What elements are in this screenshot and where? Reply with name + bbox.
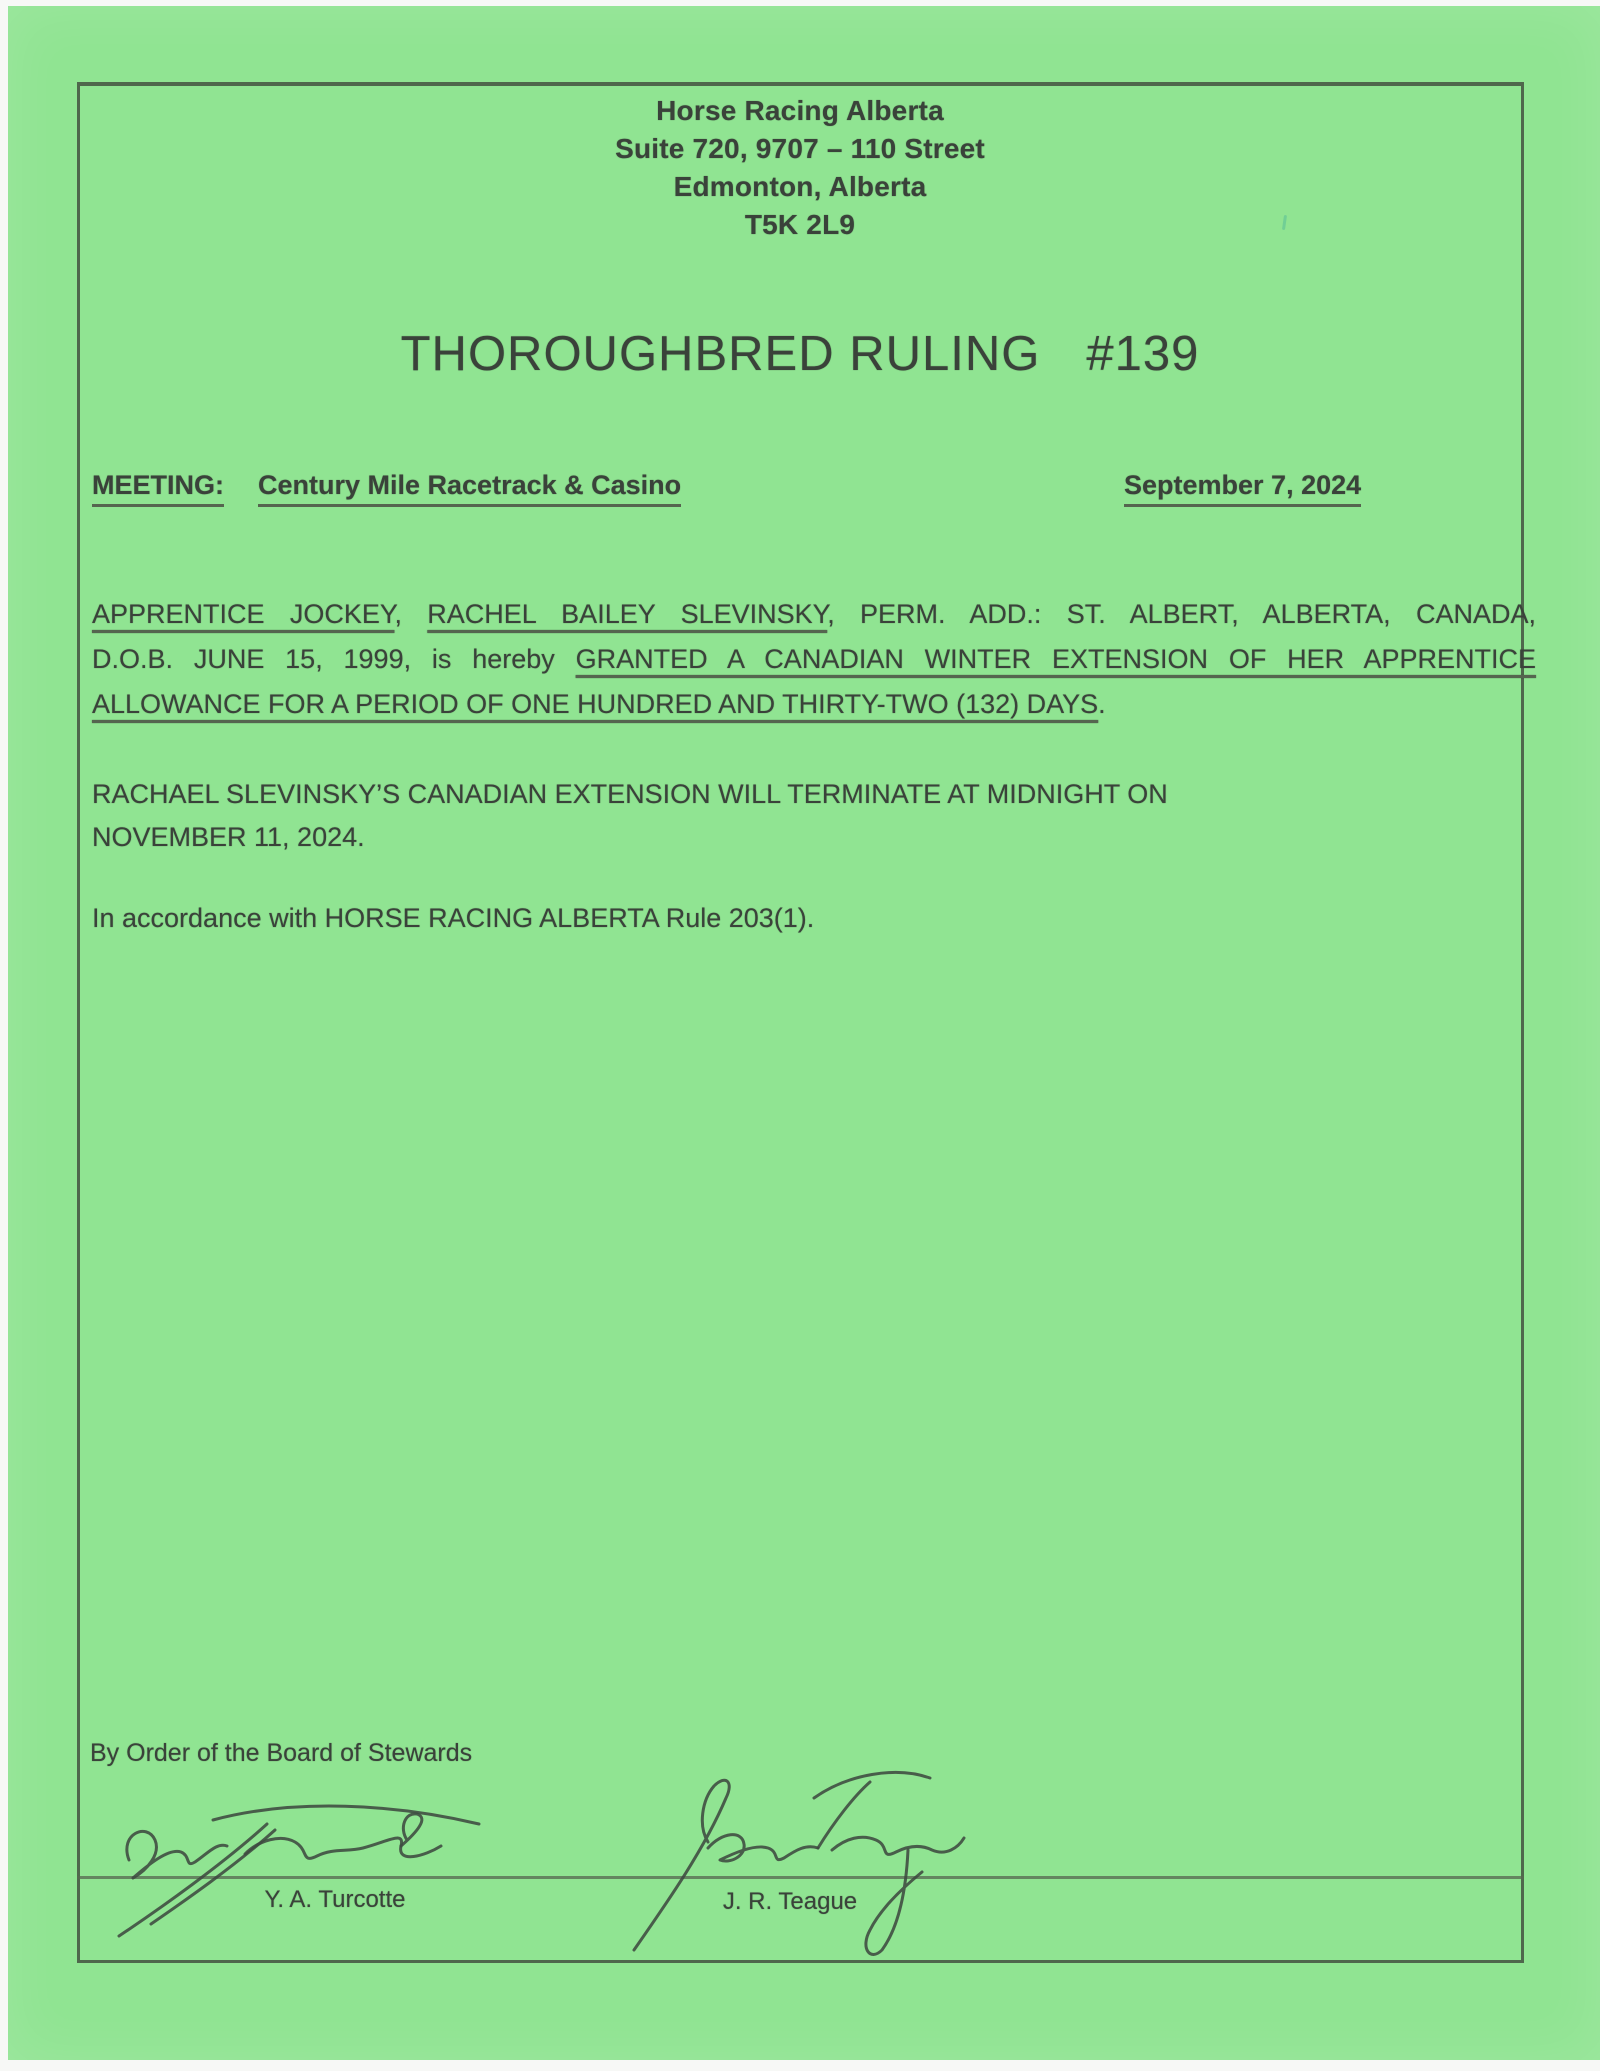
plain-text: . (1098, 689, 1106, 719)
termination-paragraph (92, 773, 1492, 859)
page-title-text: THOROUGHBRED RULING (400, 327, 1041, 381)
letterhead (0, 92, 1600, 244)
underlined-text: RACHEL BAILEY SLEVINSKY (427, 599, 828, 629)
signatory-name: Y. A. Turcotte (264, 1886, 406, 1913)
signatory-name: J. R. Teague (722, 1888, 858, 1915)
underlined-text: GRANTED A CANADIAN WINTER EXTENSION OF HER APPRENTICE (575, 644, 1537, 674)
ruling-text-line (92, 592, 1536, 637)
org-name: Horse Racing Alberta (656, 95, 944, 126)
ruling-paragraph (92, 592, 1536, 727)
termination-line-1: RACHAEL SLEVINSKY’S CANADIAN EXTENSION WILL TERMINATE AT MIDNIGHT ON (92, 779, 1168, 809)
plain-text: D.O.B. JUNE 15, 1999, is hereby (92, 644, 576, 674)
org-address: Suite 720, 9707 – 110 Street (615, 133, 985, 164)
ruling-text-line (92, 637, 1536, 682)
termination-line-2: NOVEMBER 11, 2024. (92, 822, 365, 852)
ruling-text-line (92, 682, 1536, 727)
meeting-venue: Century Mile Racetrack & Casino (258, 470, 681, 507)
underlined-text: APPRENTICE JOCKEY (92, 599, 395, 629)
ruling-number: #139 (1086, 327, 1200, 381)
rule-reference: In accordance with HORSE RACING ALBERTA Rule 203(1). (92, 903, 815, 933)
page-title (0, 326, 1600, 382)
meeting-label: MEETING: (92, 470, 224, 507)
plain-text: , PERM. ADD.: ST. ALBERT, ALBERTA, CANADA, (827, 599, 1536, 629)
org-postal-code: T5K 2L9 (744, 209, 856, 240)
org-city: Edmonton, Alberta (673, 171, 927, 202)
closing-line: By Order of the Board of Stewards (90, 1739, 473, 1767)
meeting-date: September 7, 2024 (1124, 470, 1361, 507)
underlined-text: ALLOWANCE FOR A PERIOD OF ONE HUNDRED AND THIRTY-TWO (132) DAYS (92, 689, 1099, 719)
plain-text: , (394, 599, 428, 629)
signature-turcotte (95, 1788, 485, 1953)
signature-teague (608, 1752, 978, 1967)
